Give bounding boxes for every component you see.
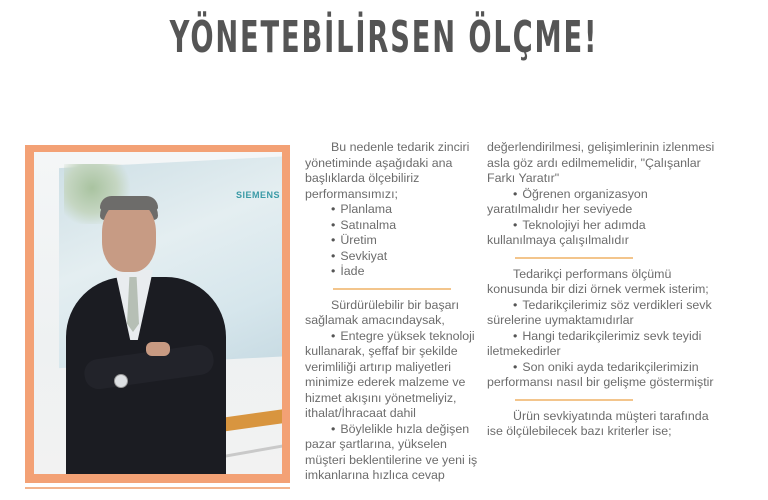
bullet-paragraph: • Son oniki ayda tedarikçilerimizin performansı nasıl bir gelişme göstermiştir [487, 360, 717, 391]
paragraph: değerlendirilmesi, gelişimlerinin izlenmesi asla göz ardı edilmemelidir, "Çalışanlar Farkı Yaratır" [487, 140, 715, 185]
bullet-paragraph: • Teknolojiyi her adımda kullanılmaya çalışılmalıdır [487, 218, 717, 249]
text-column-2 [487, 140, 717, 440]
person-hair-top [100, 196, 158, 210]
siemens-logo: SIEMENS [235, 190, 280, 200]
bullet-paragraph: • Tedarikçilerimiz söz verdikleri sevk sürelerine uymaktamıdırlar [487, 298, 717, 329]
section-divider [333, 288, 451, 290]
section-divider [515, 399, 633, 401]
bullet-paragraph: • Hangi tedarikçilerimiz sevk teyidi iletmekedirler [487, 329, 717, 360]
photo-frame [25, 145, 290, 483]
person-face [102, 200, 156, 272]
page-title: YÖNETEBİLİRSEN ÖLÇME! [169, 12, 599, 63]
portrait-photo [34, 152, 282, 474]
list-item: • Üretim [305, 233, 485, 249]
person-hand [146, 342, 170, 356]
text-column-1 [305, 140, 485, 484]
intro-paragraph: Bu nedenle tedarik zinciri yönetiminde aşağıdaki ana başlıklarda ölçebiliriz performansımızı; [305, 140, 470, 201]
list-item: • Sevkiyat [305, 249, 485, 265]
bullet-paragraph: • Entegre yüksek teknoloji kullanarak, şeffaf bir şekilde verimliliği artırıp maliyetleri minimize ederek malzeme ve hizmet akışını yönetmeliyiz, ithalat/İhracaat dahil [305, 329, 485, 422]
wristwatch [114, 374, 128, 388]
bullet-paragraph: • Öğrenen organizasyon yaratılmalıdır her seviyede [487, 187, 717, 218]
paragraph: Tedarikçi performans ölçümü konusunda bir dizi örnek vermek isterim; [487, 266, 709, 296]
paragraph: Ürün sevkiyatında müşteri tarafında ise ölçülebilecek bazı kriterler ise; [487, 408, 709, 438]
bullet-paragraph: • Böylelikle hızla değişen pazar şartlarına, yükselen müşteri beklentilerine ve yeni iş imkanlarına hızlıca cevap [305, 422, 485, 484]
section-divider [515, 257, 633, 259]
list-item: • İade [305, 264, 485, 280]
list-item: • Satınalma [305, 218, 485, 234]
paragraph: Sürdürülebilir bir başarı sağlamak amacındaysak, [305, 297, 460, 327]
photo-underline [25, 487, 290, 489]
list-item: • Planlama [305, 202, 485, 218]
